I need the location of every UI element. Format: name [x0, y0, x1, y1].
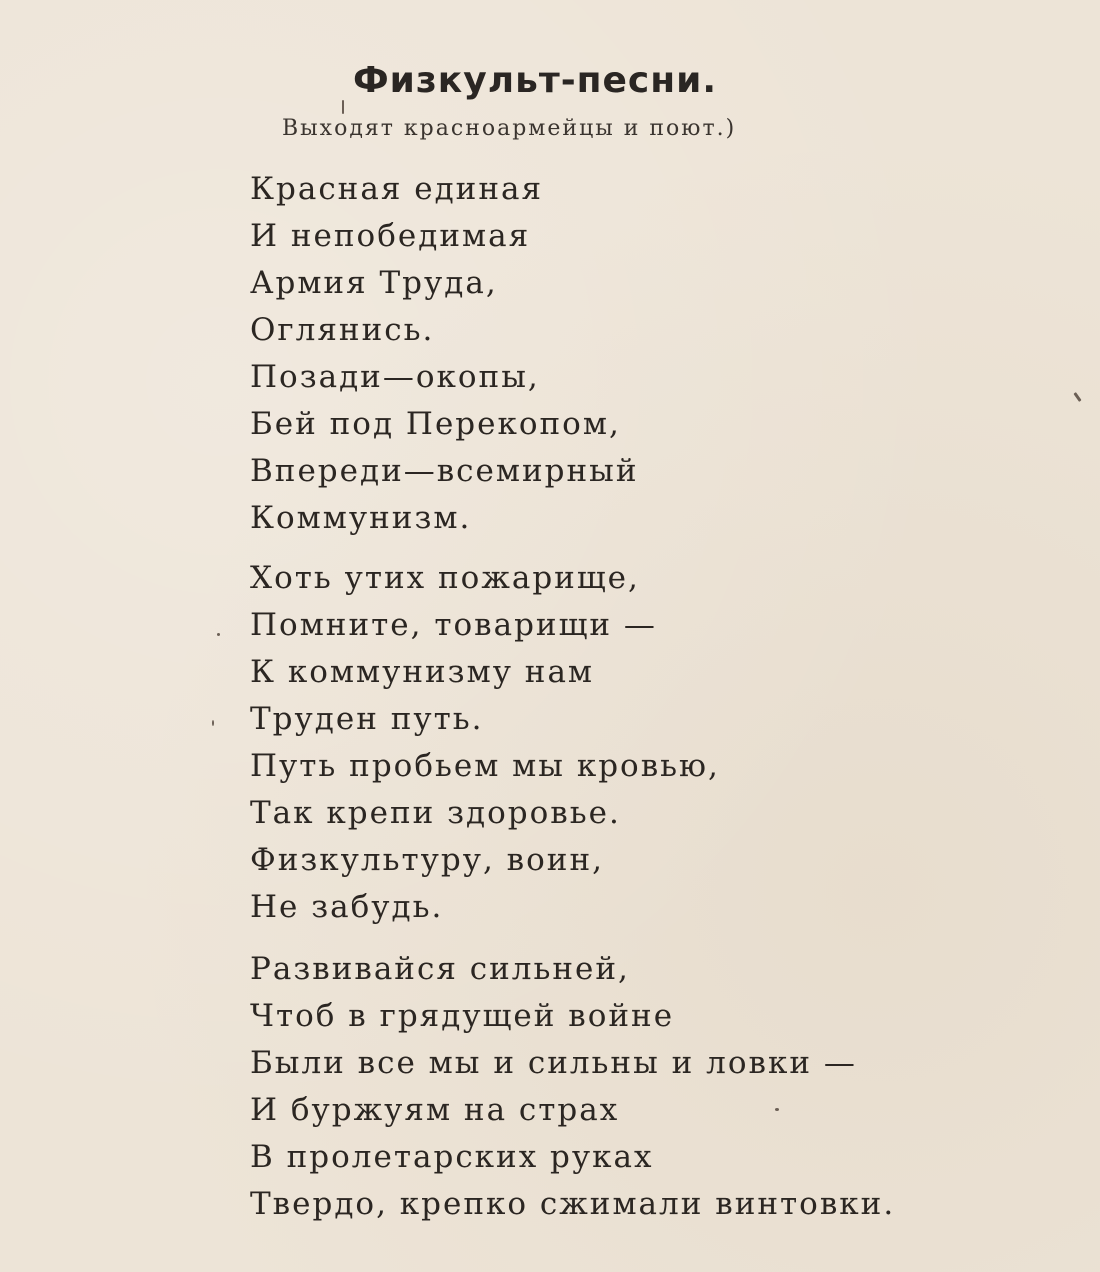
verse-line: Чтоб в грядущей войне — [250, 998, 675, 1034]
verse-line: Бей под Перекопом, — [250, 406, 621, 442]
verse-line: Развивайся сильней, — [250, 951, 630, 987]
verse-line: И буржуям на страх — [250, 1092, 620, 1128]
verse-line: Впереди—всемирный — [250, 453, 639, 489]
verse-line: Красная единая — [250, 171, 544, 207]
verse-line: Хоть утих пожарище, — [250, 560, 640, 596]
verse-line: Твердо, крепко сжимали винтовки. — [250, 1186, 896, 1222]
verse-line: Не забудь. — [250, 889, 444, 925]
paper-speck — [342, 100, 344, 114]
verse-line: Были все мы и сильны и ловки — — [250, 1045, 857, 1081]
paper-speck — [1073, 392, 1081, 402]
stage-direction: Выходят красноармейцы и поют.) — [282, 116, 737, 141]
verse-line: Физкультуру, воин, — [250, 842, 604, 878]
verse-line: Путь пробьем мы кровью, — [250, 748, 720, 784]
stanza-3 — [250, 946, 895, 1228]
verse-line: Так крепи здоровье. — [250, 795, 621, 831]
verse-line: И непобедимая — [250, 218, 531, 254]
verse-line: Оглянись. — [250, 312, 435, 348]
verse-line: Коммунизм. — [250, 500, 472, 536]
verse-line: Помните, товарищи — — [250, 607, 657, 643]
stanza-1 — [250, 166, 639, 542]
verse-line: К коммунизму нам — [250, 654, 595, 690]
verse-line: Труден путь. — [250, 701, 484, 737]
page-title: Физкульт-песни. — [352, 60, 718, 102]
paper-speck — [775, 1108, 779, 1111]
paper-speck — [217, 633, 220, 636]
verse-line: Позади—окопы, — [250, 359, 540, 395]
paper-speck — [212, 720, 214, 726]
verse-line: В пролетарских руках — [250, 1139, 654, 1175]
verse-line: Армия Труда, — [250, 265, 498, 301]
stanza-2 — [250, 555, 720, 931]
